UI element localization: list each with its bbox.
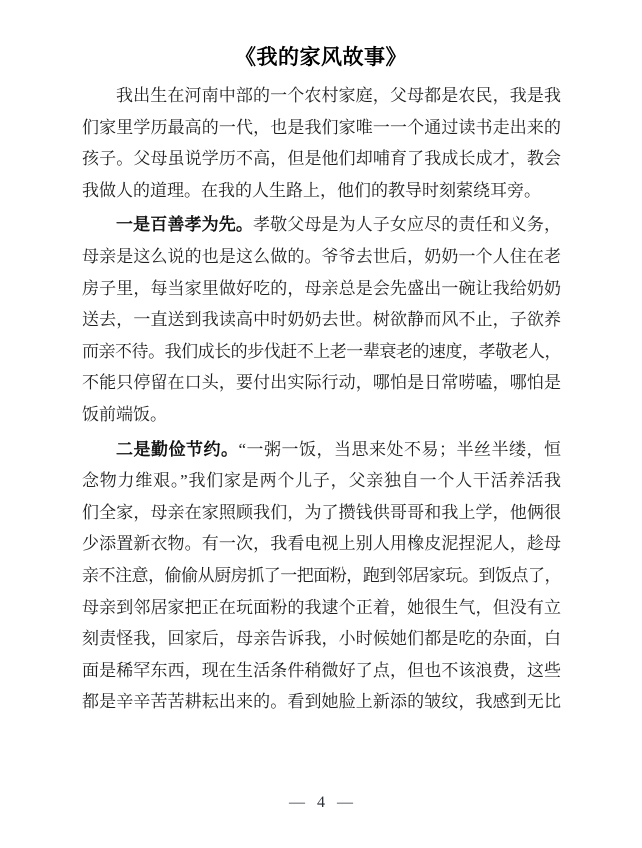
text-line: 饭前端饭。: [82, 404, 167, 424]
text-line: 亲不注意，偷偷从厨房抓了一把面粉，跑到邻居家玩。到饭点了，: [82, 565, 561, 585]
text-line: 送去，一直送到我读高中时奶奶去世。树欲静而风不止，子欲养: [82, 310, 561, 330]
text-line: 一是百善孝为先。孝敬父母是为人子女应尽的责任和义务，: [116, 215, 561, 235]
text-line: 二是勤俭节约。“一粥一饭，当思来处不易；半丝半缕，恒: [116, 439, 561, 459]
page-number: — 4 —: [289, 794, 353, 811]
text-line: 少添置新衣物。有一次，我看电视上别人用橡皮泥捏泥人，趁母: [82, 534, 561, 554]
document-title: 《我的家风故事》: [235, 46, 407, 69]
text-line: 刻责怪我，回家后，母亲告诉我，小时候她们都是吃的杂面，白: [82, 629, 561, 649]
text-line: 不能只停留在口头，要付出实际行动，哪怕是日常唠嗑，哪怕是: [82, 373, 561, 393]
text-line: 我出生在河南中部的一个农村家庭，父母都是农民，我是我: [116, 86, 561, 105]
text-line: 们全家，母亲在家照顾我们，为了攒钱供哥哥和我上学，他俩很: [82, 502, 561, 522]
text-line: 母亲到邻居家把正在玩面粉的我逮个正着，她很生气，但没有立: [82, 597, 561, 617]
text-line: 都是辛辛苦苦耕耘出来的。看到她脸上新添的皱纹，我感到无比: [82, 692, 561, 712]
text-line: 们家里学历最高的一代，也是我们家唯一一个通过读书走出来的: [82, 117, 561, 137]
paragraph: [82, 434, 561, 718]
text-line: 念物力维艰。”我们家是两个儿子，父亲独自一个人干活养活我: [82, 471, 561, 491]
text-line: 面是稀罕东西，现在生活条件稍微好了点，但也不该浪费，这些: [82, 660, 561, 680]
text-line: 母亲是这么说的也是这么做的。爷爷去世后，奶奶一个人住在老: [82, 246, 561, 266]
paragraph: [82, 209, 561, 430]
paragraph-lead-bold: 一是百善孝为先。: [116, 215, 253, 235]
paragraph-lead-bold: 二是勤俭节约。: [116, 439, 239, 459]
text-line: 而亲不待。我们成长的步伐赶不上老一辈衰老的速度，孝敬老人，: [82, 341, 561, 361]
document-body: [82, 80, 561, 718]
text-line: 我做人的道理。在我的人生路上，他们的教导时刻萦绕耳旁。: [82, 180, 541, 200]
text-line: 孩子。父母虽说学历不高，但是他们却哺育了我成长成才，教会: [82, 149, 561, 169]
paragraph: [82, 80, 561, 206]
text-line: 房子里，每当家里做好吃的，母亲总是会先盛出一碗让我给奶奶: [82, 278, 561, 298]
